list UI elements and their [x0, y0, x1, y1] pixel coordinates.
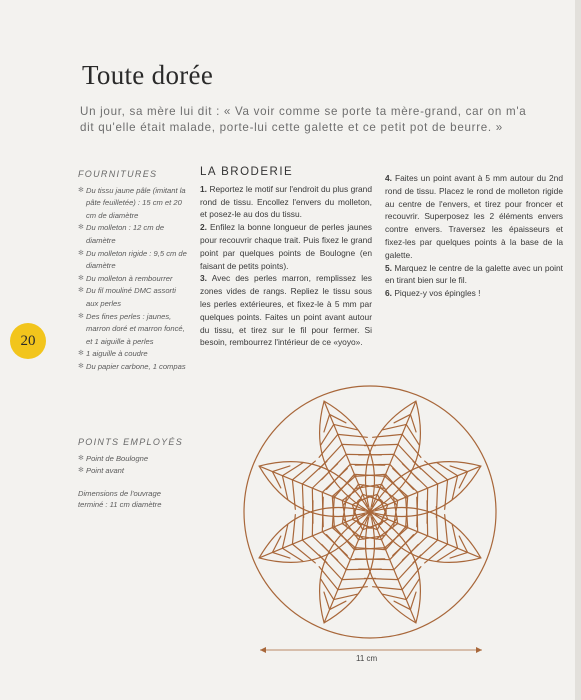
- stitch-line: [292, 461, 315, 480]
- page-number-badge: 20: [10, 323, 46, 359]
- stitch-line: [365, 444, 398, 445]
- snowflake-bullet-icon: ✻: [78, 249, 84, 257]
- stitch-line: [338, 587, 367, 590]
- stitch-line: [425, 544, 448, 563]
- step-1: 1. Reportez le motif sur l'endroit du plus grand rond de tissu. Encollez l'envers du molleton, et posez-le au dos du tissu.: [200, 183, 372, 220]
- supplies-section: [78, 168, 188, 374]
- snowflake-bullet-icon: ✻: [78, 186, 84, 194]
- stitch-line: [402, 464, 427, 488]
- snowflake-bullet-icon: ✻: [78, 287, 84, 295]
- supply-item: ✻ Des fines perles : jaunes, marron doré et marron foncé, et 1 aiguille à perles: [78, 311, 185, 346]
- stitch-line: [312, 536, 337, 560]
- stitch-line: [338, 434, 367, 437]
- page-title: Toute dorée: [82, 60, 214, 90]
- stitch-line: [322, 454, 346, 479]
- stitch-line: [302, 484, 303, 517]
- supply-item: ✻ Du molleton : 12 cm de diamètre: [78, 223, 165, 245]
- stitch-line: [373, 434, 402, 437]
- stitch-line: [445, 480, 448, 509]
- stitch-line: [427, 488, 428, 523]
- stitch-line: [402, 434, 421, 457]
- step-6: 6. Piquez-y vos épingles !: [385, 288, 481, 299]
- supply-item: ✻ Du molleton rigide : 9,5 cm de diamètre: [78, 248, 187, 271]
- snowflake-bullet-icon: ✻: [78, 454, 84, 462]
- stitch-line: [450, 552, 467, 558]
- stitch-line: [346, 569, 381, 570]
- stitch-line: [342, 578, 375, 579]
- supply-item: ✻ Du tissu jaune pâle (imitant la pâte feuilletée) : 15 cm et 20 cm de diamètre: [78, 185, 186, 220]
- stitch-line: [450, 466, 467, 472]
- step-4: 4. Faites un point avant à 5 mm autour du 2nd rond de tissu. Placez le rond de molleton rigide au centre de l'envers, et tirez pour froncer et recouvrir. Superposez les 2 éléments envers contre envers. Traversez les épaisseurs et fixez-les par quelques points à la base de la galette.: [385, 173, 563, 260]
- snowflake-bullet-icon: ✻: [78, 312, 84, 320]
- stitch-line: [410, 592, 416, 609]
- stitch-line: [324, 414, 330, 431]
- stitches-section: [78, 436, 188, 478]
- stitch-line: [410, 414, 416, 431]
- stitch-line: [373, 587, 402, 590]
- supply-item: ✻ Du molleton à rembourrer: [78, 273, 188, 286]
- stitch-line: [292, 515, 295, 544]
- snowflake-bullet-icon: ✻: [78, 362, 84, 370]
- step-3: 3. Avec des perles marron, remplissez les zones vides de rangs. Repliez le tissu sous les perles extérieures, et fixez-le à 5 mm par quelques points. Faites un point avant autour du tissu, et tirez sur le fil pour fermer. Si besoin, rembourrez l'intérieur de ce «yoyo».: [200, 273, 372, 348]
- stitch-line: [272, 466, 289, 472]
- stitch-line: [319, 434, 338, 457]
- petal-lines: [259, 401, 481, 623]
- stitch-line: [292, 544, 315, 563]
- supply-item: ✻ Du papier carbone, 1 compas: [78, 361, 188, 374]
- stitch-line: [292, 480, 295, 509]
- stitch-line: [436, 484, 437, 517]
- page-edge: [575, 0, 581, 700]
- dimension-label: 11 cm: [356, 654, 378, 663]
- stitch-line: [445, 515, 448, 544]
- stitch-line: [312, 488, 313, 523]
- supply-item: ✻ Du fil mouliné DMC assorti aux perles: [78, 286, 176, 308]
- instructions-column-1: [200, 166, 372, 349]
- supplies-heading: FOURNITURES: [78, 169, 158, 179]
- step-5: 5. Marquez le centre de la galette avec un point en tirant bien sur le fil.: [385, 262, 564, 286]
- snowflake-bullet-icon: ✻: [78, 224, 84, 232]
- stitch-line: [272, 552, 289, 558]
- stitches-heading: POINTS EMPLOYÉS: [78, 437, 184, 447]
- step-2: 2. Enfilez la bonne longueur de perles jaunes pour recouvrir chaque trait. Puis fixez le grand point par quelques points de Boulogne (en faisant de petits points).: [200, 222, 372, 271]
- snowflake-bullet-icon: ✻: [78, 467, 84, 475]
- stitch-line: [324, 592, 330, 609]
- supply-item: ✻ 1 aiguille à coudre: [78, 348, 188, 361]
- snowflake-bullet-icon: ✻: [78, 274, 84, 282]
- stitch-line: [394, 544, 418, 569]
- stitch-line: [402, 567, 421, 590]
- stitch-line: [425, 461, 448, 480]
- stitch-line: [319, 567, 338, 590]
- dimensions-note: Dimensions de l'ouvrage terminé : 11 cm diamètre: [78, 489, 162, 509]
- stitch-item: ✻ Point de Boulogne: [78, 453, 188, 466]
- intro-quote: Un jour, sa mère lui dit : « Va voir comme se porte ta mère-grand, car on m'a dit qu'elle était malade, porte-lui cette galette et ce petit pot de beurre. »: [80, 105, 527, 134]
- stitch-line: [359, 454, 394, 455]
- embroidery-heading: LA BRODERIE: [200, 166, 294, 178]
- instructions-column-2: [385, 172, 563, 300]
- stitch-item: ✻ Point avant: [78, 465, 188, 478]
- snowflake-bullet-icon: ✻: [78, 350, 84, 358]
- embroidery-pattern: [240, 382, 500, 642]
